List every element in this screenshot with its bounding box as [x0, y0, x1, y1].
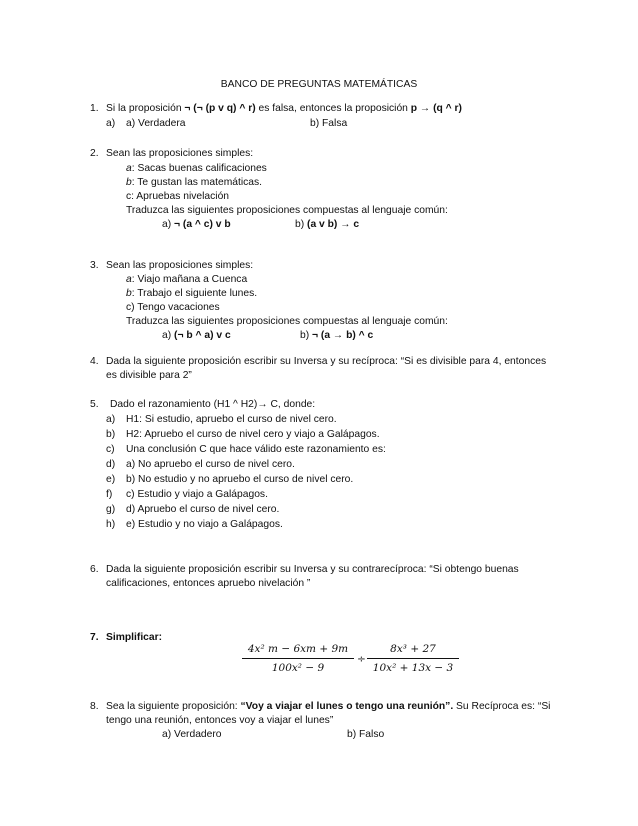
q2-prop-c: c: Apruebas nivelación	[126, 191, 230, 202]
q5-item-text: H1: Si estudio, apruebo el curso de nivel cero.	[126, 414, 337, 425]
q6-number: 6.	[90, 564, 99, 575]
q1-option-a: a) Verdadera	[126, 118, 186, 129]
q3-intro: Sean las proposiciones simples:	[106, 260, 254, 271]
q3-translate-a-label: a)	[162, 330, 175, 341]
q8-option-a: a) Verdadero	[162, 729, 222, 740]
q8-proposition: “Voy a viajar el lunes o tengo una reunión”.	[240, 701, 454, 712]
q5-item-letter: a)	[106, 414, 116, 425]
q7-label: Simplificar:	[106, 632, 163, 643]
q5-item-text: a) No apruebo el curso de nivel cero.	[126, 459, 295, 470]
q5-item-letter: g)	[106, 504, 116, 515]
q5-number: 5.	[90, 399, 99, 410]
q3-var-b: b	[126, 288, 132, 299]
q3-translate-b-expr: ¬ (a → b) ^ c	[312, 330, 374, 341]
q1-option-a-letter: a)	[106, 118, 116, 129]
q1-prop1: ¬ (¬ (p v q) ^ r)	[184, 103, 256, 114]
q3-prop-b	[126, 287, 257, 300]
q5-item-text: b) No estudio y no apruebo el curso de nivel cero.	[126, 474, 354, 485]
q5-item-letter: f)	[106, 489, 113, 500]
q2-var-a: a	[126, 163, 132, 174]
q2-prop-a-text: : Sacas buenas calificaciones	[131, 163, 267, 174]
q4-number: 4.	[90, 356, 99, 367]
q8-text-a: Sea la siguiente proposición:	[106, 701, 241, 712]
q5-item-letter: e)	[106, 474, 116, 485]
q4-line1: Dada la siguiente proposición escribir su Inversa y su recíproca: “Si es divisible para 4, entonces	[106, 356, 547, 367]
q2-translate-b-label: b)	[295, 219, 308, 230]
q7-fraction-1-bar	[242, 658, 354, 659]
q5-item-letter: c)	[106, 444, 115, 455]
q2-instruction: Traduzca las siguientes proposiciones compuestas al lenguaje común:	[126, 205, 448, 216]
q3-number: 3.	[90, 260, 99, 271]
q3-translate-b-label: b)	[300, 330, 313, 341]
q3-prop-b-text: : Trabajo el siguiente lunes.	[131, 288, 258, 299]
q8-number: 8.	[90, 701, 99, 712]
q2-intro: Sean las proposiciones simples:	[106, 148, 254, 159]
q1-text	[106, 102, 462, 115]
q8-line1	[106, 700, 550, 713]
q3-translate-a-expr: (¬ b ^ a) v c	[174, 330, 231, 341]
q5-item-text: e) Estudio y no viajo a Galápagos.	[126, 519, 283, 530]
q7-fraction-1-denominator: 100x² − 9	[271, 662, 325, 674]
q3-var-a: a	[126, 274, 132, 285]
q3-prop-c: c) Tengo vacaciones	[126, 302, 220, 313]
q2-number: 2.	[90, 148, 99, 159]
q5-text: Dado el razonamiento (H1 ^ H2)→ C, donde:	[110, 399, 316, 410]
q3-prop-a	[126, 273, 247, 286]
q7-fraction-2-bar	[367, 658, 459, 659]
q2-translate-b-expr: (a v b) → c	[307, 219, 360, 230]
q3-prop-a-text: : Viajo mañana a Cuenca	[131, 274, 248, 285]
q3-instruction: Traduzca las siguientes proposiciones compuestas al lenguaje común:	[126, 316, 448, 327]
q2-translate-a	[162, 218, 231, 231]
q5-item-letter: b)	[106, 429, 116, 440]
q6-line2: calificaciones, entonces apruebo nivelación ”	[106, 578, 311, 589]
q7-division-sign: ÷	[357, 653, 366, 665]
q2-var-b: b	[126, 177, 132, 188]
q2-translate-a-expr: ¬ (a ^ c) v b	[174, 219, 231, 230]
q5-item-letter: h)	[106, 519, 116, 530]
q5-item-text: H2: Apruebo el curso de nivel cero y viajo a Galápagos.	[126, 429, 380, 440]
q7-fraction-1	[242, 642, 354, 675]
q1-option-b: b) Falsa	[310, 118, 348, 129]
document-title: BANCO DE PREGUNTAS MATEMÁTICAS	[220, 79, 418, 90]
q8-text-b: Su Recíproca es: “Si	[453, 701, 551, 712]
q2-translate-b	[295, 218, 359, 231]
q2-prop-b	[126, 176, 262, 189]
q2-prop-a	[126, 162, 267, 175]
q7-fraction-2	[367, 642, 459, 675]
q8-line2: tengo una reunión, entonces voy a viajar el lunes”	[106, 715, 334, 726]
q7-fraction-2-numerator: 8x³ + 27	[390, 643, 436, 655]
q5-item-text: Una conclusión C que hace válido este razonamiento es:	[126, 444, 386, 455]
q1-number: 1.	[90, 103, 99, 114]
q1-prop2: p → (q ^ r)	[410, 103, 462, 114]
q1-text-b: es falsa, entonces la proposición	[255, 103, 411, 114]
q7-fraction-2-denominator: 10x² + 13x − 3	[372, 662, 454, 674]
q2-prop-b-text: : Te gustan las matemáticas.	[131, 177, 263, 188]
q6-line1: Dada la siguiente proposición escribir su Inversa y su contrarecíproca: “Si obtengo buenas	[106, 564, 519, 575]
q3-translate-b	[300, 329, 373, 342]
q5-item-text: c) Estudio y viajo a Galápagos.	[126, 489, 268, 500]
q5-item-text: d) Apruebo el curso de nivel cero.	[126, 504, 280, 515]
q7-number: 7.	[90, 632, 99, 643]
q1-text-a: Si la proposición	[106, 103, 185, 114]
q8-option-b: b) Falso	[347, 729, 385, 740]
q5-item-letter: d)	[106, 459, 116, 470]
q2-translate-a-label: a)	[162, 219, 175, 230]
q4-line2: es divisible para 2”	[106, 370, 192, 381]
q3-translate-a	[162, 329, 231, 342]
q7-fraction-1-numerator: 4x² m − 6xm + 9m	[247, 643, 349, 655]
